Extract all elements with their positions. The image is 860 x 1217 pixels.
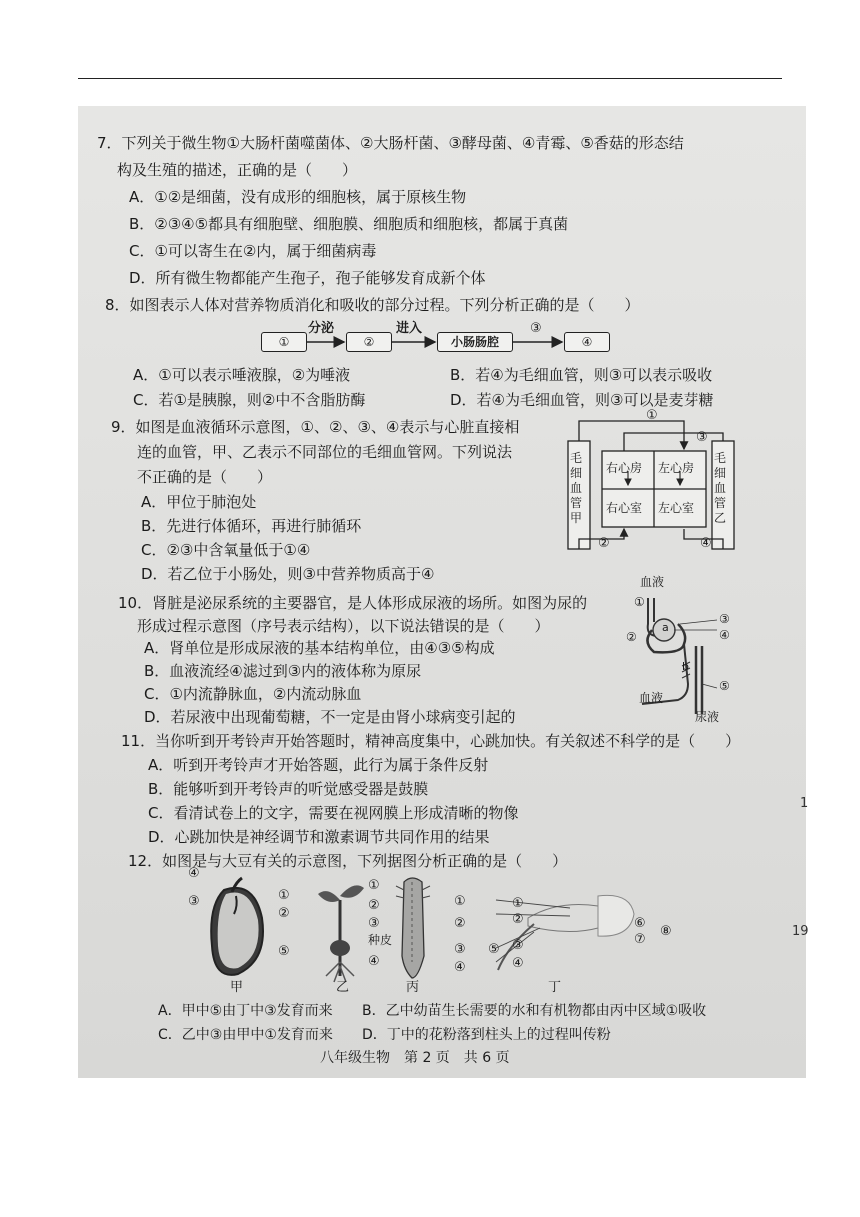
q9-left-ventricle: 左心室	[658, 501, 695, 515]
page-footer: 八年级生物 第 2 页 共 6 页	[320, 1050, 510, 1066]
q12-jia-label-3: ③	[188, 894, 200, 909]
q12-bing-caption: 丙	[406, 980, 420, 995]
edge-mark-19: 19	[792, 924, 809, 939]
q10-stem-line1: 10．肾脏是泌尿系统的主要器官，是人体形成尿液的场所。如图为尿的	[118, 594, 588, 612]
q9-stem-line2: 连的血管，甲、乙表示不同部位的毛细血管网。下列说法	[137, 443, 513, 461]
q12-ding-label-4: ④	[512, 956, 524, 971]
q12-bing-label-1: ①	[454, 894, 466, 909]
q9-capillary-jia: 毛细血管甲	[570, 451, 583, 525]
q12-jia-label-1: ①	[278, 888, 290, 903]
q11-option-b: B．能够听到开考铃声的听觉感受器是鼓膜	[148, 780, 429, 798]
q12-ding-label-7: ⑦	[634, 932, 646, 947]
q7-option-d: D．所有微生物都能产生孢子，孢子能够发育成新个体	[129, 269, 486, 287]
q8-stem: 8．如图表示人体对营养物质消化和吸收的部分过程。下列分析正确的是（ ）	[105, 296, 640, 314]
q9-stem-line3: 不正确的是（ ）	[137, 468, 273, 486]
q7-stem-line2: 构及生殖的描述，正确的是（ ）	[117, 161, 358, 179]
q12-option-d: D．丁中的花粉落到柱头上的过程叫传粉	[362, 1027, 611, 1043]
q10-label-2: ②	[626, 630, 637, 644]
q9-option-b: B．先进行体循环，再进行肺循环	[141, 517, 362, 535]
q9-right-ventricle: 右心室	[606, 501, 643, 515]
q10-urine-label: 尿液	[695, 710, 720, 724]
q10-label-b: b	[682, 660, 689, 673]
q8-option-c: C．若①是胰腺，则②中不含脂肪酶	[133, 391, 366, 409]
q10-stem-line2: 形成过程示意图（序号表示结构），以下说法错误的是（ ）	[137, 617, 550, 635]
q8-arrow-3-label: ③	[530, 321, 542, 336]
q12-yi-label-4: ④	[368, 954, 380, 969]
q8-option-a: A．①可以表示唾液腺，②为唾液	[133, 366, 351, 384]
q12-ding-label-5: ⑤	[488, 942, 500, 957]
q10-label-3: ③	[719, 612, 730, 626]
scanned-page	[78, 106, 809, 1078]
q12-ding-label-8: ⑧	[660, 924, 672, 939]
q12-ding-label-1: ①	[512, 896, 524, 911]
q12-yi-label-1: ①	[368, 878, 380, 893]
q12-drawings	[178, 866, 698, 984]
q8-flow-node-1: ①	[261, 332, 307, 352]
q12-yi-caption: 乙	[336, 980, 350, 995]
q12-yi-label-2: ②	[368, 898, 380, 913]
q9-label-2: ②	[598, 536, 610, 551]
q10-option-a: A．肾单位是形成尿液的基本结构单位，由④③⑤构成	[144, 639, 495, 657]
q9-option-c: C．②③中含氧量低于①④	[141, 541, 311, 559]
q8-arrow-1-label: 分泌	[308, 321, 335, 336]
q8-arrow-2-label: 进入	[396, 321, 423, 336]
q11-stem: 11．当你听到开考铃声开始答题时，精神高度集中，心跳加快。有关叙述不科学的是（ ）	[121, 732, 741, 750]
q12-bing-label-4: ④	[454, 960, 466, 975]
q12-ding-label-2: ②	[512, 912, 524, 927]
q9-stem-line1: 9．如图是血液循环示意图，①、②、③、④表示与心脏直接相	[111, 418, 520, 436]
edge-mark-1: 1	[800, 796, 809, 811]
q12-option-c: C．乙中③由甲中①发育而来	[158, 1027, 333, 1043]
q12-jia-label-5: ⑤	[278, 944, 290, 959]
q12-ding-label-6: ⑥	[634, 916, 646, 931]
q12-ding-caption: 丁	[548, 980, 562, 995]
q11-option-a: A．听到开考铃声才开始答题，此行为属于条件反射	[148, 756, 489, 774]
q9-right-atrium: 右心房	[606, 461, 643, 475]
q7-option-b: B．②③④⑤都具有细胞壁、细胞膜、细胞质和细胞核，都属于真菌	[129, 215, 569, 233]
q9-left-atrium: 左心房	[658, 461, 695, 475]
q12-yi-label-3: ③	[368, 916, 380, 931]
q11-option-c: C．看清试卷上的文字，需要在视网膜上形成清晰的物像	[148, 804, 519, 822]
q7-option-c: C．①可以寄生在②内，属于细菌病毒	[129, 242, 377, 260]
q12-stem: 12．如图是与大豆有关的示意图，下列据图分析正确的是（ ）	[128, 852, 568, 870]
q9-label-4: ④	[700, 536, 712, 551]
q12-jia-label-2: ②	[278, 906, 290, 921]
q12-ding-label-3: ③	[512, 938, 524, 953]
q12-bing-label-2: ②	[454, 916, 466, 931]
q9-capillary-yi: 毛细血管乙	[714, 451, 727, 525]
q12-bing-label-3: ③	[454, 942, 466, 957]
q12-option-b: B．乙中幼苗生长需要的水和有机物都由丙中区域①吸收	[362, 1003, 707, 1019]
q10-label-4: ④	[719, 628, 730, 642]
q10-label-5: ⑤	[719, 679, 730, 693]
q10-option-d: D．若尿液中出现葡萄糖，不一定是由肾小球病变引起的	[144, 708, 516, 726]
q12-option-a: A．甲中⑤由丁中③发育而来	[158, 1003, 333, 1019]
q8-flow-node-4: ④	[564, 332, 610, 352]
q12-jia-label-4: ④	[188, 866, 200, 881]
q12-jia-caption: 甲	[230, 980, 244, 995]
q8-flow-node-small-intestine: 小肠肠腔	[437, 332, 513, 352]
q8-flow-arrows	[78, 106, 806, 366]
q11-option-d: D．心跳加快是神经调节和激素调节共同作用的结果	[148, 828, 490, 846]
q10-label-a: a	[662, 621, 669, 634]
q10-option-c: C．①内流静脉血，②内流动脉血	[144, 685, 362, 703]
q9-label-3: ③	[696, 430, 708, 445]
q10-blood-in-label: 血液	[640, 575, 665, 589]
q12-yi-seedcoat-label: 种皮	[368, 933, 393, 947]
q10-option-b: B．血液流经④滤过到③内的液体称为原尿	[144, 662, 422, 680]
q10-label-1: ①	[634, 595, 645, 609]
q8-option-b: B．若④为毛细血管，则③可以表示吸收	[450, 366, 713, 384]
q7-option-a: A．①②是细菌，没有成形的细胞核，属于原核生物	[129, 188, 467, 206]
q8-option-d: D．若④为毛细血管，则③可以是麦芽糖	[450, 391, 714, 409]
q8-flow-node-2: ②	[346, 332, 392, 352]
q9-option-a: A．甲位于肺泡处	[141, 493, 257, 511]
q9-option-d: D．若乙位于小肠处，则③中营养物质高于④	[141, 565, 435, 583]
header-rule	[78, 78, 782, 79]
q9-label-1: ①	[646, 408, 658, 423]
q7-stem-line1: 7．下列关于微生物①大肠杆菌噬菌体、②大肠杆菌、③酵母菌、④青霉、⑤香菇的形态结	[97, 134, 684, 152]
q10-blood-out-label: 血液	[639, 691, 664, 705]
